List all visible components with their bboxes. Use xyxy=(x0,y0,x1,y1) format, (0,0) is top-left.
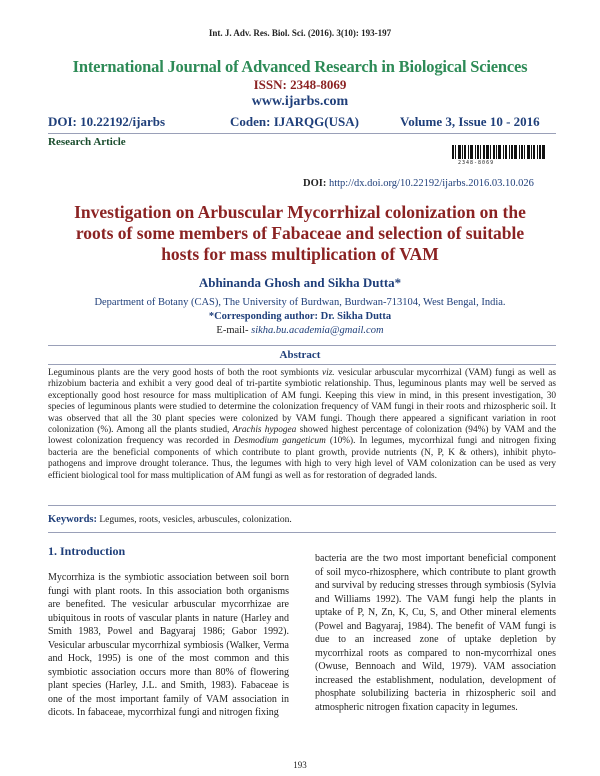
doi-link-label: DOI: xyxy=(303,178,327,189)
corresponding-author: *Corresponding author: Dr. Sikha Dutta xyxy=(208,311,392,322)
keywords-rule xyxy=(48,532,556,533)
abstract-heading: Abstract xyxy=(279,349,321,361)
title-line-3: hosts for mass multiplication of VAM xyxy=(161,244,439,264)
abstract-viz: viz. xyxy=(321,368,335,378)
article-type: Research Article xyxy=(48,136,126,148)
barcode-number: 2348-8069 xyxy=(458,160,495,166)
barcode-image xyxy=(452,145,554,159)
page-number: 193 xyxy=(293,760,307,770)
running-citation: Int. J. Adv. Res. Biol. Sci. (2016). 3(10): 193-197 xyxy=(208,28,392,38)
keywords-text: Legumes, roots, vesicles, arbuscules, colonization. xyxy=(99,515,292,525)
abstract-body: Leguminous plants are the very good hosts of both the root symbionts viz. vesicular arbuscular mycorrhizal (VAM) fungi as well as rhizobium bacteria and exhibit a very good deal of tri-partite symbiotic relationship. Thus, leguminous plants may well be served as exceptionally good host resource for mass multiplication of AM fungi. Keeping this view in mind, in this present investigation, 30 species of leguminous plants were studied to determine the colonization frequency of VAM fungi in their roots and rhizospheric soil. It was observed that all the 30 plant species were colonized by VAM fungi. Though there appeared a significant variation in root colonization (%). Among all the plants studied, Arachis hypogea showed highest percentage of colonization (94%) by VAM and the lowest colonization frequency was recorded in Desmodium gangeticum (10%). In legumes, mycorrhizal fungi and nitrogen fixing bacteria are the beneficial components of which contribute to plant growth, provide nutrients (N, P, K & others), inhibit phyto-pathogens and improve drought tolerance. Thus, the legumes with high to very high level of VAM colonization can be used as very efficient biological tool for mass multiplication of AM fungi as well as for restoration of degraded lands. xyxy=(48,368,556,481)
email-link[interactable]: sikha.bu.academia@gmail.com xyxy=(251,325,384,336)
issn: ISSN: 2348-8069 xyxy=(253,77,347,92)
journal-website[interactable]: www.ijarbs.com xyxy=(251,94,349,109)
affiliation: Department of Botany (CAS), The University of Burdwan, Burdwan-713104, West Bengal, India. xyxy=(94,297,506,308)
doi-label: DOI: 10.22192/ijarbs xyxy=(48,114,165,129)
species-desmodium: Desmodium gangeticum xyxy=(233,436,326,447)
doi-link[interactable]: http://dx.doi.org/10.22192/ijarbs.2016.03.10.026 xyxy=(328,178,534,189)
abstract-bottom-rule xyxy=(48,505,556,506)
journal-title: International Journal of Advanced Research in Biological Sciences xyxy=(72,57,528,76)
intro-left-column: Mycorrhiza is the symbiotic association between soil born fungi with plant roots. In this association both organisms are benefited. The vesicular arbuscular mycorrhizae are ubiquitous in roots of vascular plants in nature (Harley and Smith 1983, Powel and Bagyaraj 1986; Gabor 1992). Vesicular arbuscular mycorrhizal symbiosis (Walker, Verma and Hock, 1995) is one of the most common and this symbiotic association occurs more than 80% of flowering plant species (Harley, J.L. and Smith, 1983). Fabaceae is one of the most important family of VAM association in dicots. In fabaceae, mycorrhizal fungi and nitrogen fixing xyxy=(48,572,289,718)
authors: Abhinanda Ghosh and Sikha Dutta* xyxy=(198,275,402,290)
email-label: E-mail- xyxy=(216,325,249,336)
keywords-line xyxy=(48,514,292,525)
intro-heading: 1. Introduction xyxy=(48,544,126,558)
doi-link-line xyxy=(303,178,534,189)
email-line xyxy=(0,325,600,336)
abstract-top-rule xyxy=(48,345,556,346)
coden: Coden: IJARQG(USA) xyxy=(230,114,359,129)
species-arachis: Arachis hypogea xyxy=(232,425,297,436)
intro-right-column: bacteria are the two most important beneficial component of soil myco-rhizosphere, which contribute to plant growth and survival by reducing stresses through symbiosis (Sylvia and Williams 1992). The VAM fungi help the plants in uptake of P, N, Zn, K, Cu, S, and Other mineral elements (Powel and Bagyaraj, 1984). The benefit of VAM fungi is due to an increased zone of uptake depletion by mycorrhizal roots as compared to non-mycorrhizal ones (Owuse, Bennoach and Wild, 1979). VAM association increased the establishment, nodulation, development of phosphate solubilizing bacteria in rhizospheric soil and atmospheric nitrogen fixation capacity in legumes. xyxy=(315,553,556,713)
article-title xyxy=(0,202,600,265)
abstract-mid-rule xyxy=(48,364,556,365)
header-rule xyxy=(48,133,556,134)
title-line-2: roots of some members of Fabaceae and selection of suitable xyxy=(75,223,525,243)
title-line-1: Investigation on Arbuscular Mycorrhizal colonization on the xyxy=(74,202,526,222)
keywords-label: Keywords: xyxy=(48,514,97,525)
volume-issue: Volume 3, Issue 10 - 2016 xyxy=(400,114,540,129)
